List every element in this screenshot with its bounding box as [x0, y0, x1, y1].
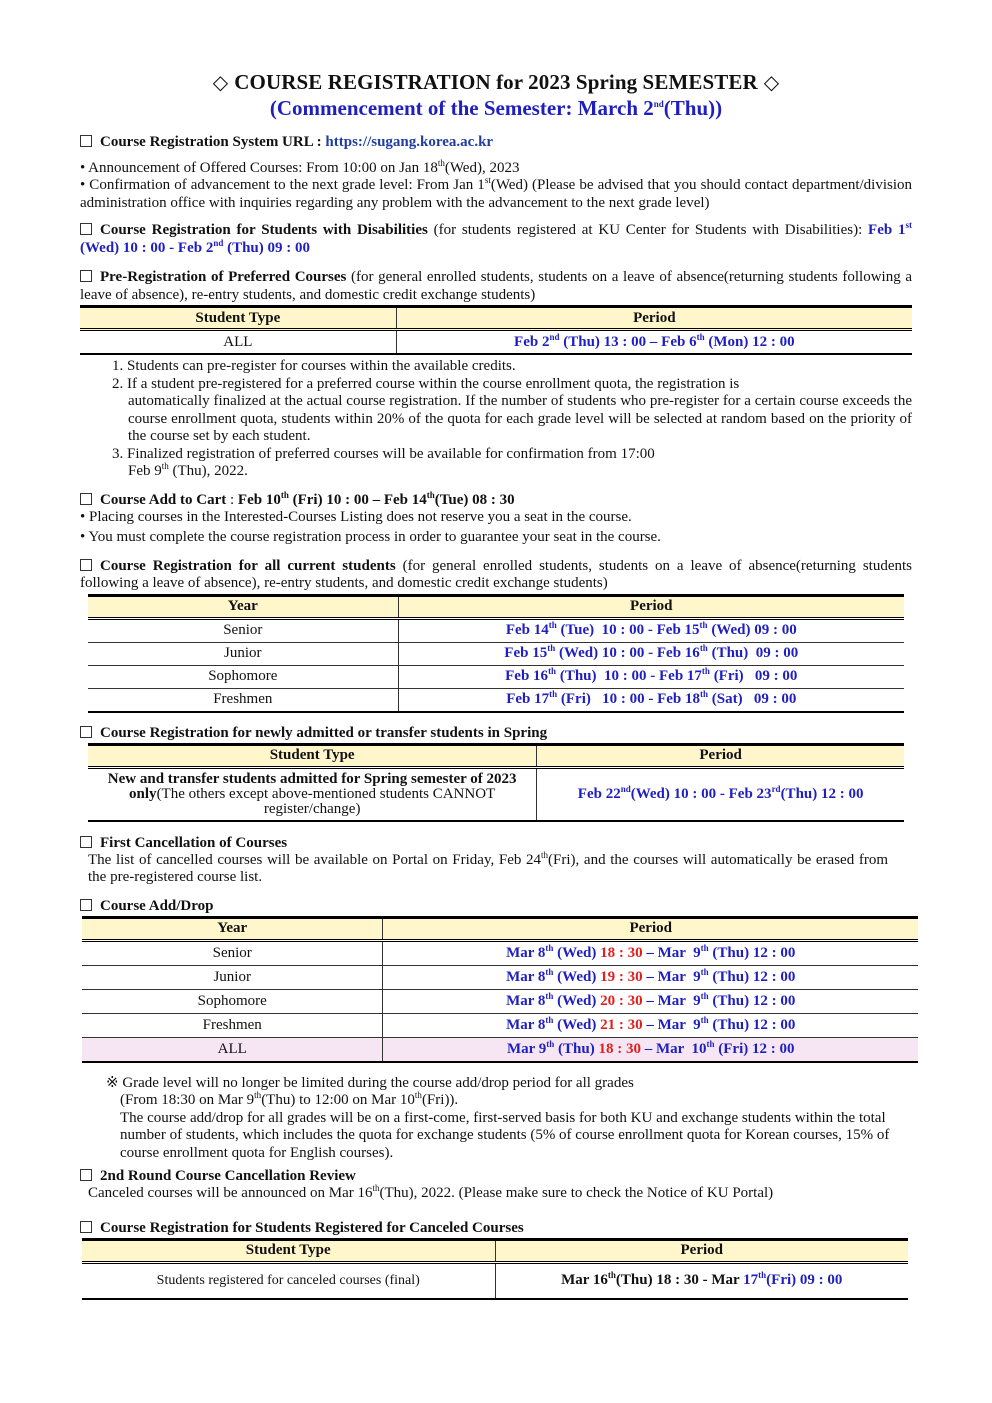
disabilities-period: Feb 1st (Wed) 10 : 00 - Feb 2nd (Thu) 09 : 00 [80, 220, 912, 256]
table-row: Freshmen Mar 8th (Wed) 21 : 30 – Mar 9th (Thu) 12 : 00 [82, 1013, 918, 1037]
table-row: Junior Mar 8th (Wed) 19 : 30 – Mar 9th (Thu) 12 : 00 [82, 965, 918, 989]
table-row [80, 330, 912, 355]
note-item: 1. Students can pre-register for courses within the available credits. [112, 358, 516, 374]
page-title: ◇ COURSE REGISTRATION for 2023 Spring SEMESTER ◇ [212, 70, 780, 94]
announcement-bullet: • Announcement of Offered Courses: From 10:00 on Jan 18th(Wed), 2023 [80, 158, 520, 176]
column-header: Student Type [82, 1239, 495, 1262]
column-header: Period [396, 307, 912, 330]
note-item: 3. Finalized registration of preferred courses will be available for confirmation from 17:00 [112, 445, 655, 462]
second-cancellation-section [80, 1168, 912, 1185]
checkbox-square-icon [80, 270, 92, 282]
table-row [82, 1262, 908, 1299]
checkbox-square-icon [80, 135, 92, 147]
add-drop-table [82, 916, 918, 1063]
column-header: Year [88, 595, 398, 618]
add-drop-section [80, 898, 912, 915]
table-row: Senior Mar 8th (Wed) 18 : 30 – Mar 9th (Thu) 12 : 00 [82, 940, 918, 965]
section-heading: Course Registration for all current students [100, 557, 396, 574]
table-row: Senior Feb 14th (Tue) 10 : 00 - Feb 15th (Wed) 09 : 00 [88, 618, 904, 642]
cart-section: Course Add to Cart : Feb 10th (Fri) 10 : 00 – Feb 14th(Tue) 08 : 30 [80, 492, 912, 509]
preregistration-notes: 1. Students can pre-register for courses within the available credits. 2. If a student pre-registered for a preferred course within the course enrollment quota, the registration is automatically finalized at the actual course registration. If the number of students who pre-register for a certain course exceeds the course enrollment quota, students within 20% of the quota for each grade level will be selected at random based on the priority of the course set by each student. 3. Finalized registration of preferred courses will be available for confirmation from 17:00 Feb 9th (Thu), 2022. [112, 358, 912, 479]
registration-url-link[interactable]: https://sugang.korea.ac.kr [325, 134, 494, 150]
column-header: Period [495, 1239, 908, 1262]
column-header: Student Type [88, 744, 537, 767]
canceled-courses-table [82, 1238, 908, 1300]
column-header: Period [398, 595, 904, 618]
canceled-courses-section [80, 1220, 912, 1237]
preregistration-section: Pre-Registration of Preferred Courses (for general enrolled students, students on a leave of absence(returning students following a leave of absence), re-entry students, and domestic credit exchange students) [80, 269, 912, 303]
table-row [88, 767, 904, 821]
newly-admitted-table [88, 743, 904, 822]
table-row: Sophomore Mar 8th (Wed) 20 : 30 – Mar 9th (Thu) 12 : 00 [82, 989, 918, 1013]
checkbox-square-icon [80, 223, 92, 235]
section-heading: Course Registration for newly admitted or transfer students in Spring [100, 724, 548, 741]
section-heading: Course Registration for Students with Disabilities [100, 222, 428, 238]
url-section [80, 134, 912, 151]
student-type-cell: ALL [80, 330, 396, 355]
section-heading: Pre-Registration of Preferred Courses [100, 269, 347, 285]
newly-admitted-section [80, 725, 912, 742]
section-heading: Course Add to Cart [100, 491, 227, 508]
second-cancellation-text: Canceled courses will be announced on Mar 16th(Thu), 2022. (Please make sure to check the Notice of KU Portal) [88, 1183, 774, 1201]
current-students-table [88, 594, 904, 713]
student-type-cell: New and transfer students admitted for Spring semester of 2023 only(The others except above-mentioned students CANNOT register/change) [88, 767, 537, 821]
period-cell: Mar 16th(Thu) 18 : 30 - Mar 17th(Fri) 09 : 00 [495, 1262, 908, 1299]
checkbox-square-icon [80, 726, 92, 738]
checkbox-square-icon [80, 493, 92, 505]
checkbox-square-icon [80, 1169, 92, 1181]
section-heading: First Cancellation of Courses [100, 834, 288, 851]
first-cancellation-text: The list of cancelled courses will be available on Portal on Friday, Feb 24th(Fri), and the courses will automatically be erased from the pre-registered course list. [88, 849, 888, 885]
cart-bullet: • Placing courses in the Interested-Courses Listing does not reserve you a seat in the course. [80, 508, 632, 525]
diamond-icon: ◇ [212, 72, 229, 94]
disabilities-section: Course Registration for Students with Disabilities (for students registered at KU Center for Students with Disabilities): Feb 1st (Wed) 10 : 00 - Feb 2nd (Thu) 09 : 00 [80, 220, 912, 256]
column-header: Year [82, 917, 383, 940]
table-row-all-highlighted: ALL Mar 9th (Thu) 18 : 30 – Mar 10th (Fri) 12 : 00 [82, 1037, 918, 1062]
period-cell: Feb 2nd (Thu) 13 : 00 – Feb 6th (Mon) 12 : 00 [396, 330, 912, 355]
table-row: Freshmen Feb 17th (Fri) 10 : 00 - Feb 18th (Sat) 09 : 00 [88, 688, 904, 712]
column-header: Period [383, 917, 918, 940]
table-row: Junior Feb 15th (Wed) 10 : 00 - Feb 16th (Thu) 09 : 00 [88, 642, 904, 665]
page-subtitle: (Commencement of the Semester: March 2nd(Thu)) [269, 96, 723, 120]
column-header: Student Type [80, 307, 396, 330]
add-drop-note: ※ Grade level will no longer be limited during the course add/drop period for all grades (From 18:30 on Mar 9th(Thu) to 12:00 on Mar 10th(Fri)). The course add/drop for all grades will be on a first-come, first-served basis for both KU and exchange students within the total number of students, which includes the quota for exchange students (5% of course enrollment quota for Korean courses, 15% of course enrollment quota for English courses). [106, 1074, 890, 1161]
section-heading: Course Add/Drop [100, 897, 214, 914]
advancement-bullet: • Confirmation of advancement to the next grade level: From Jan 1st(Wed) (Please be advised that you should contact department/division administration office with inquiries regarding any problem with the advancement to the next grade level) [80, 175, 912, 211]
checkbox-square-icon [80, 836, 92, 848]
note-item: 2. If a student pre-registered for a preferred course within the course enrollment quota, the registration is [112, 375, 740, 392]
section-heading: 2nd Round Course Cancellation Review [100, 1168, 356, 1184]
current-students-section: Course Registration for all current students (for general enrolled students, students on a leave of absence(returning students following a leave of absence), re-entry students, and domestic credit exchange students) [80, 557, 912, 591]
student-type-cell: Students registered for canceled courses (final) [82, 1262, 495, 1299]
url-label: Course Registration System URL : [100, 134, 322, 150]
checkbox-square-icon [80, 899, 92, 911]
first-cancellation-section [80, 835, 912, 852]
table-row: Sophomore Feb 16th (Thu) 10 : 00 - Feb 17th (Fri) 09 : 00 [88, 665, 904, 688]
diamond-icon: ◇ [763, 72, 780, 94]
column-header: Period [537, 744, 904, 767]
period-cell: Feb 22nd(Wed) 10 : 00 - Feb 23rd(Thu) 12 : 00 [537, 767, 904, 821]
checkbox-square-icon [80, 1221, 92, 1233]
preregistration-table [80, 305, 912, 355]
section-heading: Course Registration for Students Registered for Canceled Courses [100, 1219, 524, 1236]
cart-bullet: • You must complete the course registration process in order to guarantee your seat in the course. [80, 528, 661, 545]
document-page [80, 70, 912, 1300]
checkbox-square-icon [80, 559, 92, 571]
